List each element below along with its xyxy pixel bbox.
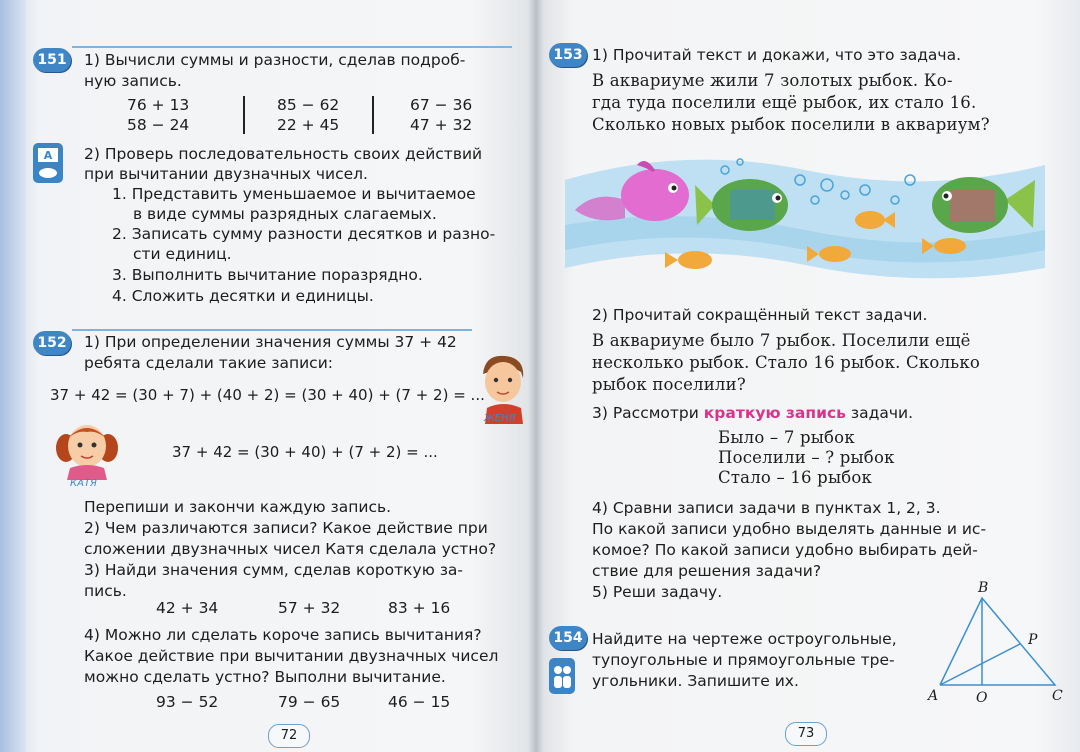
text-line: Какое действие при вычитании двузначных чисел	[84, 647, 499, 665]
equation-katya: 37 + 42 = (30 + 40) + (7 + 2) = ...	[172, 443, 438, 461]
expr: 47 + 32	[410, 116, 473, 134]
text-line: 4) Можно ли сделать короче запись вычитания?	[84, 626, 482, 644]
brief-line: Было – 7 рыбок	[718, 428, 855, 447]
story-line: гда туда поселили ещё рыбок, их стало 16.	[592, 93, 977, 112]
task-151-badge: 151	[33, 48, 71, 72]
step: 3. Выполнить вычитание поразрядно.	[112, 266, 423, 284]
expr: 76 + 13	[127, 96, 190, 114]
book-binding	[528, 0, 544, 752]
text-line: пись.	[84, 582, 127, 600]
separator	[243, 96, 245, 134]
aquarium-illustration	[565, 150, 1045, 285]
brief-record-highlight: краткую запись	[703, 404, 846, 422]
step: в виде суммы разрядных слагаемых.	[133, 205, 437, 223]
expr: 67 − 36	[410, 96, 473, 114]
separator	[372, 96, 374, 134]
brief-line: Стало – 16 рыбок	[718, 468, 873, 487]
page-number: 73	[785, 722, 827, 746]
task-153-part4: По какой записи удобно выделять данные и ис-	[592, 520, 987, 538]
brief-line: Поселили – ? рыбок	[718, 448, 895, 467]
task-151-line1: 1) Вычисли суммы и разности, сделав подроб-	[84, 51, 466, 69]
task-153-part4: ствие для решения задачи?	[592, 562, 822, 580]
right-page	[535, 0, 1080, 752]
svg-text:A: A	[43, 149, 53, 162]
task-153-part5: 5) Реши задачу.	[592, 583, 723, 601]
point-o-label: O	[976, 690, 988, 706]
task-154-line: угольники. Запишите их.	[592, 672, 799, 690]
divider	[72, 329, 472, 331]
task-153-part3	[592, 403, 913, 423]
part3-suffix: задачи.	[845, 404, 913, 422]
task-153-part4: комое? По какой записи удобно выбирать дей-	[592, 541, 978, 559]
expr: 79 − 65	[278, 693, 341, 711]
short-text-line: В аквариуме было 7 рыбок. Поселили ещё	[592, 331, 971, 350]
page-edge	[0, 0, 26, 752]
step: сти единиц.	[133, 245, 232, 263]
expr: 93 − 52	[156, 693, 219, 711]
expr: 57 + 32	[278, 599, 341, 617]
story-line: Сколько новых рыбок поселили в аквариум?	[592, 115, 990, 134]
expr: 85 − 62	[277, 96, 340, 114]
algorithm-icon	[33, 143, 63, 183]
page-number: 72	[268, 724, 310, 748]
task-154-line: Найдите на чертеже остроугольные,	[592, 630, 897, 648]
task-152-line1: 1) При определении значения суммы 37 + 42	[84, 333, 457, 351]
point-b-label: B	[978, 580, 989, 596]
equation-zhenya: 37 + 42 = (30 + 7) + (40 + 2) = (30 + 40) + (7 + 2) = ...	[50, 386, 485, 404]
story-line: В аквариуме жили 7 золотых рыбок. Ко-	[592, 71, 953, 90]
step: 1. Представить уменьшаемое и вычитаемое	[112, 185, 476, 203]
task-152-badge: 152	[33, 331, 71, 355]
expr: 46 − 15	[388, 693, 451, 711]
task-154-line: тупоугольные и прямоугольные тре-	[592, 651, 895, 669]
point-c-label: C	[1052, 688, 1063, 704]
pair-work-icon	[549, 658, 575, 694]
short-text-line: рыбок поселили?	[592, 375, 746, 394]
task-151-line2: ную запись.	[84, 72, 182, 90]
name-zhenya: ЖЕНЯ	[484, 413, 516, 424]
task-153-part1: 1) Прочитай текст и докажи, что это задача.	[592, 46, 962, 64]
short-text-line: несколько рыбок. Стало 16 рыбок. Сколько	[592, 353, 981, 372]
name-katya: КАТЯ	[70, 478, 97, 489]
task-154-badge: 154	[549, 626, 587, 650]
left-page	[0, 0, 535, 752]
text-line: 2) Чем различаются записи? Какое действие при	[84, 519, 488, 537]
divider	[72, 46, 512, 48]
part3-prefix: 3) Рассмотри	[592, 404, 704, 422]
task-153-part4: 4) Сравни записи задачи в пунктах 1, 2, 3.	[592, 499, 941, 517]
task-153-part2: 2) Прочитай сокращённый текст задачи.	[592, 306, 928, 324]
expr: 58 − 24	[127, 116, 190, 134]
point-p-label: P	[1028, 632, 1038, 648]
expr: 42 + 34	[156, 599, 219, 617]
girl-katya-illustration	[52, 418, 122, 480]
text-line: можно сделать устно? Выполни вычитание.	[84, 668, 446, 686]
text-line: сложении двузначных чисел Катя сделала устно?	[84, 540, 497, 558]
task-152-line2: ребята сделали такие записи:	[84, 354, 333, 372]
task-151-part2-line2: при вычитании двузначных чисел.	[84, 165, 368, 183]
triangle-diagram	[920, 580, 1070, 715]
point-a-label: A	[928, 688, 939, 704]
step: 2. Записать сумму разности десятков и разно-	[112, 225, 496, 243]
text-line: 3) Найди значения сумм, сделав короткую за-	[84, 561, 464, 579]
expr: 83 + 16	[388, 599, 451, 617]
expr: 22 + 45	[277, 116, 340, 134]
task-153-badge: 153	[549, 43, 587, 67]
text-line: Перепиши и закончи каждую запись.	[84, 498, 392, 516]
task-151-part2-line1: 2) Проверь последовательность своих действий	[84, 145, 483, 163]
step: 4. Сложить десятки и единицы.	[112, 287, 374, 305]
